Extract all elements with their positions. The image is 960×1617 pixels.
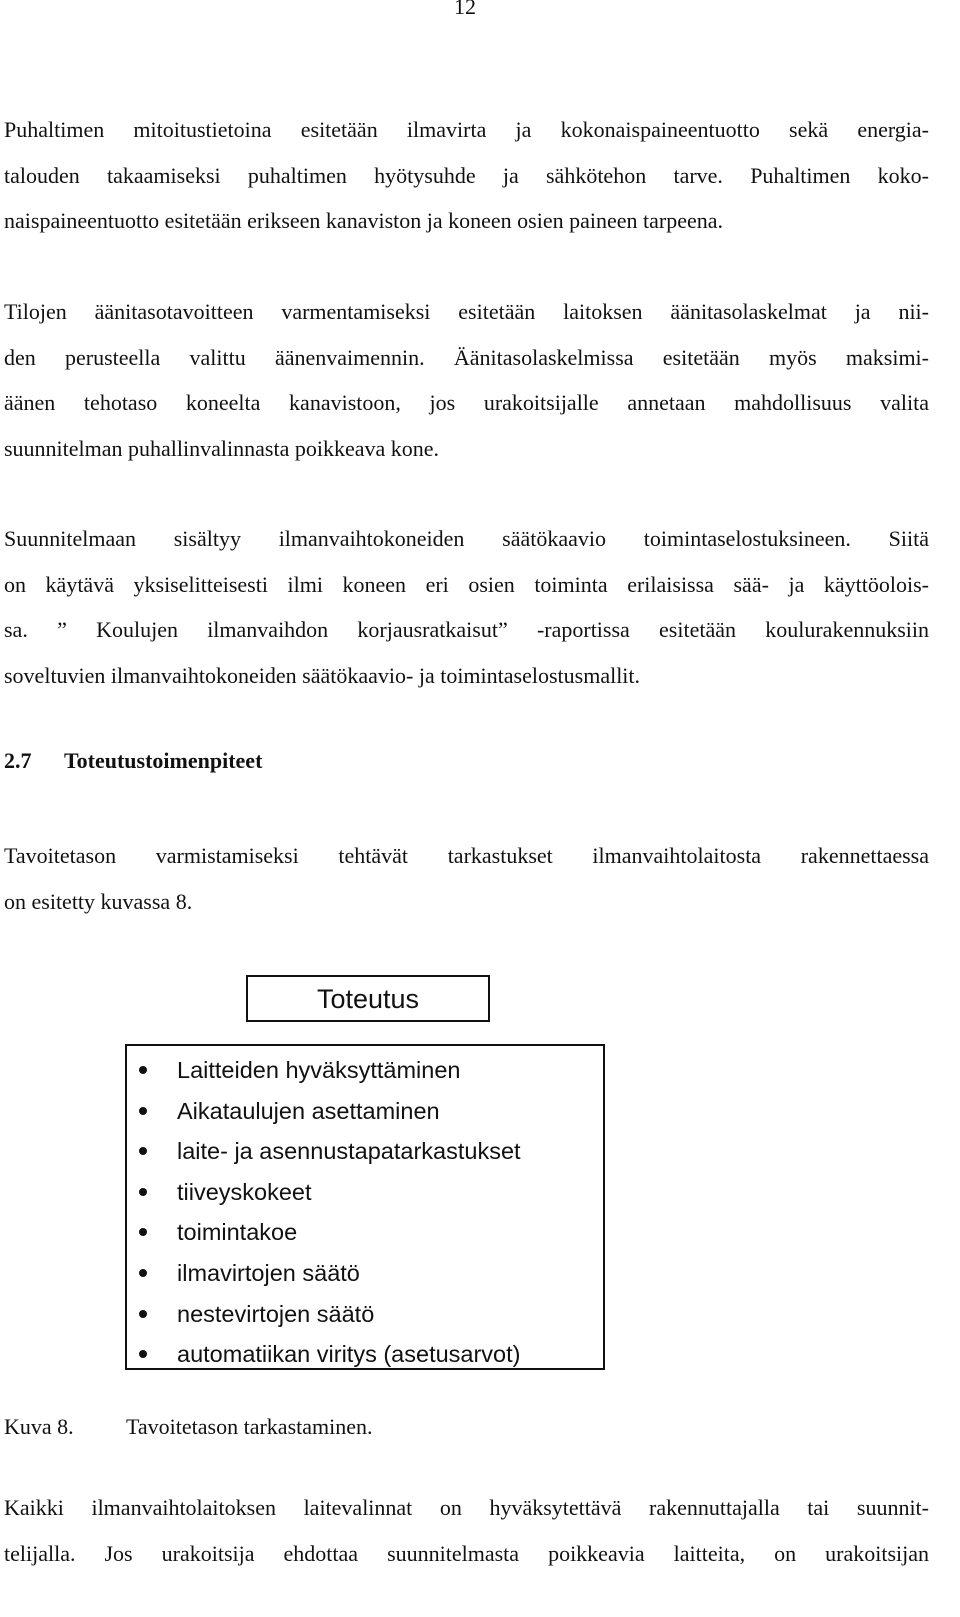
bullet-icon [139,1269,147,1277]
text-line: Puhaltimen mitoitustietoina esitetään ilmavirta ja kokonaispaineentuotto sekä energia- [4,117,929,142]
text-line: suunnitelman puhallinvalinnasta poikkeava kone. [4,435,440,461]
section-title: Toteutustoimenpiteet [64,748,263,773]
text-line: soveltuvien ilmanvaihtokoneiden säätökaavio- ja toimintaselostusmallit. [4,662,641,688]
text-line: telijalla. Jos urakoitsija ehdottaa suunnitelmasta poikkeavia laitteita, on urakoitsijan [4,1540,929,1566]
bullet-icon [139,1228,147,1236]
text-line: Suunnitelmaan sisältyy ilmanvaihtokoneiden säätökaavio toimintaselostuksineen. Siitä [4,526,929,551]
paragraph-sound-level [4,289,929,471]
text-line: Tavoitetason varmistamiseksi tehtävät tarkastukset ilmanvaihtolaitosta rakennettaessa [4,843,929,868]
text-line: naispaineentuotto esitetään erikseen kanaviston ja koneen osien paineen tarpeena. [4,208,723,233]
text-line: on esitetty kuvassa 8. [4,888,193,914]
text-line: Tilojen äänitasotavoitteen varmentamiseksi esitetään laitoksen äänitasolaskelmat ja nii- [4,299,929,324]
paragraph-control-diagram [4,516,929,698]
section-number: 2.7 [4,748,32,773]
text-line: on käytävä yksiselitteisesti ilmi koneen eri osien toiminta erilaisissa sää- ja käyttöolois- [4,571,929,597]
figure-checklist [127,1050,603,1375]
bullet-icon [139,1310,147,1318]
bullet-icon [139,1066,147,1074]
list-item: laite- ja asennustapatarkastukset [127,1131,603,1172]
figure-caption [4,1414,373,1440]
text-line: sa. ” Koulujen ilmanvaihdon korjausratkaisut” -raportissa esitetään koulurakennuksiin [4,617,929,642]
section-heading [4,748,262,774]
text-line: den perusteella valittu äänenvaimennin. Äänitasolaskelmissa esitetään myös maksimi- [4,344,929,370]
list-item: tiiveyskokeet [127,1172,603,1213]
list-item: toimintakoe [127,1212,603,1253]
bullet-icon [139,1350,147,1358]
text-line: Kaikki ilmanvaihtolaitoksen laitevalinnat on hyväksytettävä rakennuttajalla tai suunnit- [4,1495,929,1520]
page-number: 12 [454,0,476,19]
figure-list-box [125,1044,605,1370]
bullet-icon [139,1107,147,1115]
list-item: Laitteiden hyväksyttäminen [127,1050,603,1091]
list-item: nestevirtojen säätö [127,1294,603,1335]
caption-label: Kuva 8. [4,1414,74,1439]
text-line: talouden takaamiseksi puhaltimen hyötysuhde ja sähkötehon tarve. Puhaltimen koko- [4,162,929,188]
paragraph-fan-sizing [4,107,929,244]
text-line: äänen tehotaso koneelta kanavistoon, jos urakoitsijalle annetaan mahdollisuus valita [4,390,929,415]
list-item: ilmavirtojen säätö [127,1253,603,1294]
caption-text: Tavoitetason tarkastaminen. [126,1414,373,1439]
paragraph-equipment-approval [4,1485,929,1576]
paragraph-target-checks [4,833,929,924]
list-item: automatiikan viritys (asetusarvot) [127,1334,603,1375]
bullet-icon [139,1188,147,1196]
list-item: Aikataulujen asettaminen [127,1091,603,1132]
bullet-icon [139,1147,147,1155]
figure-title-box: Toteutus [246,975,490,1022]
